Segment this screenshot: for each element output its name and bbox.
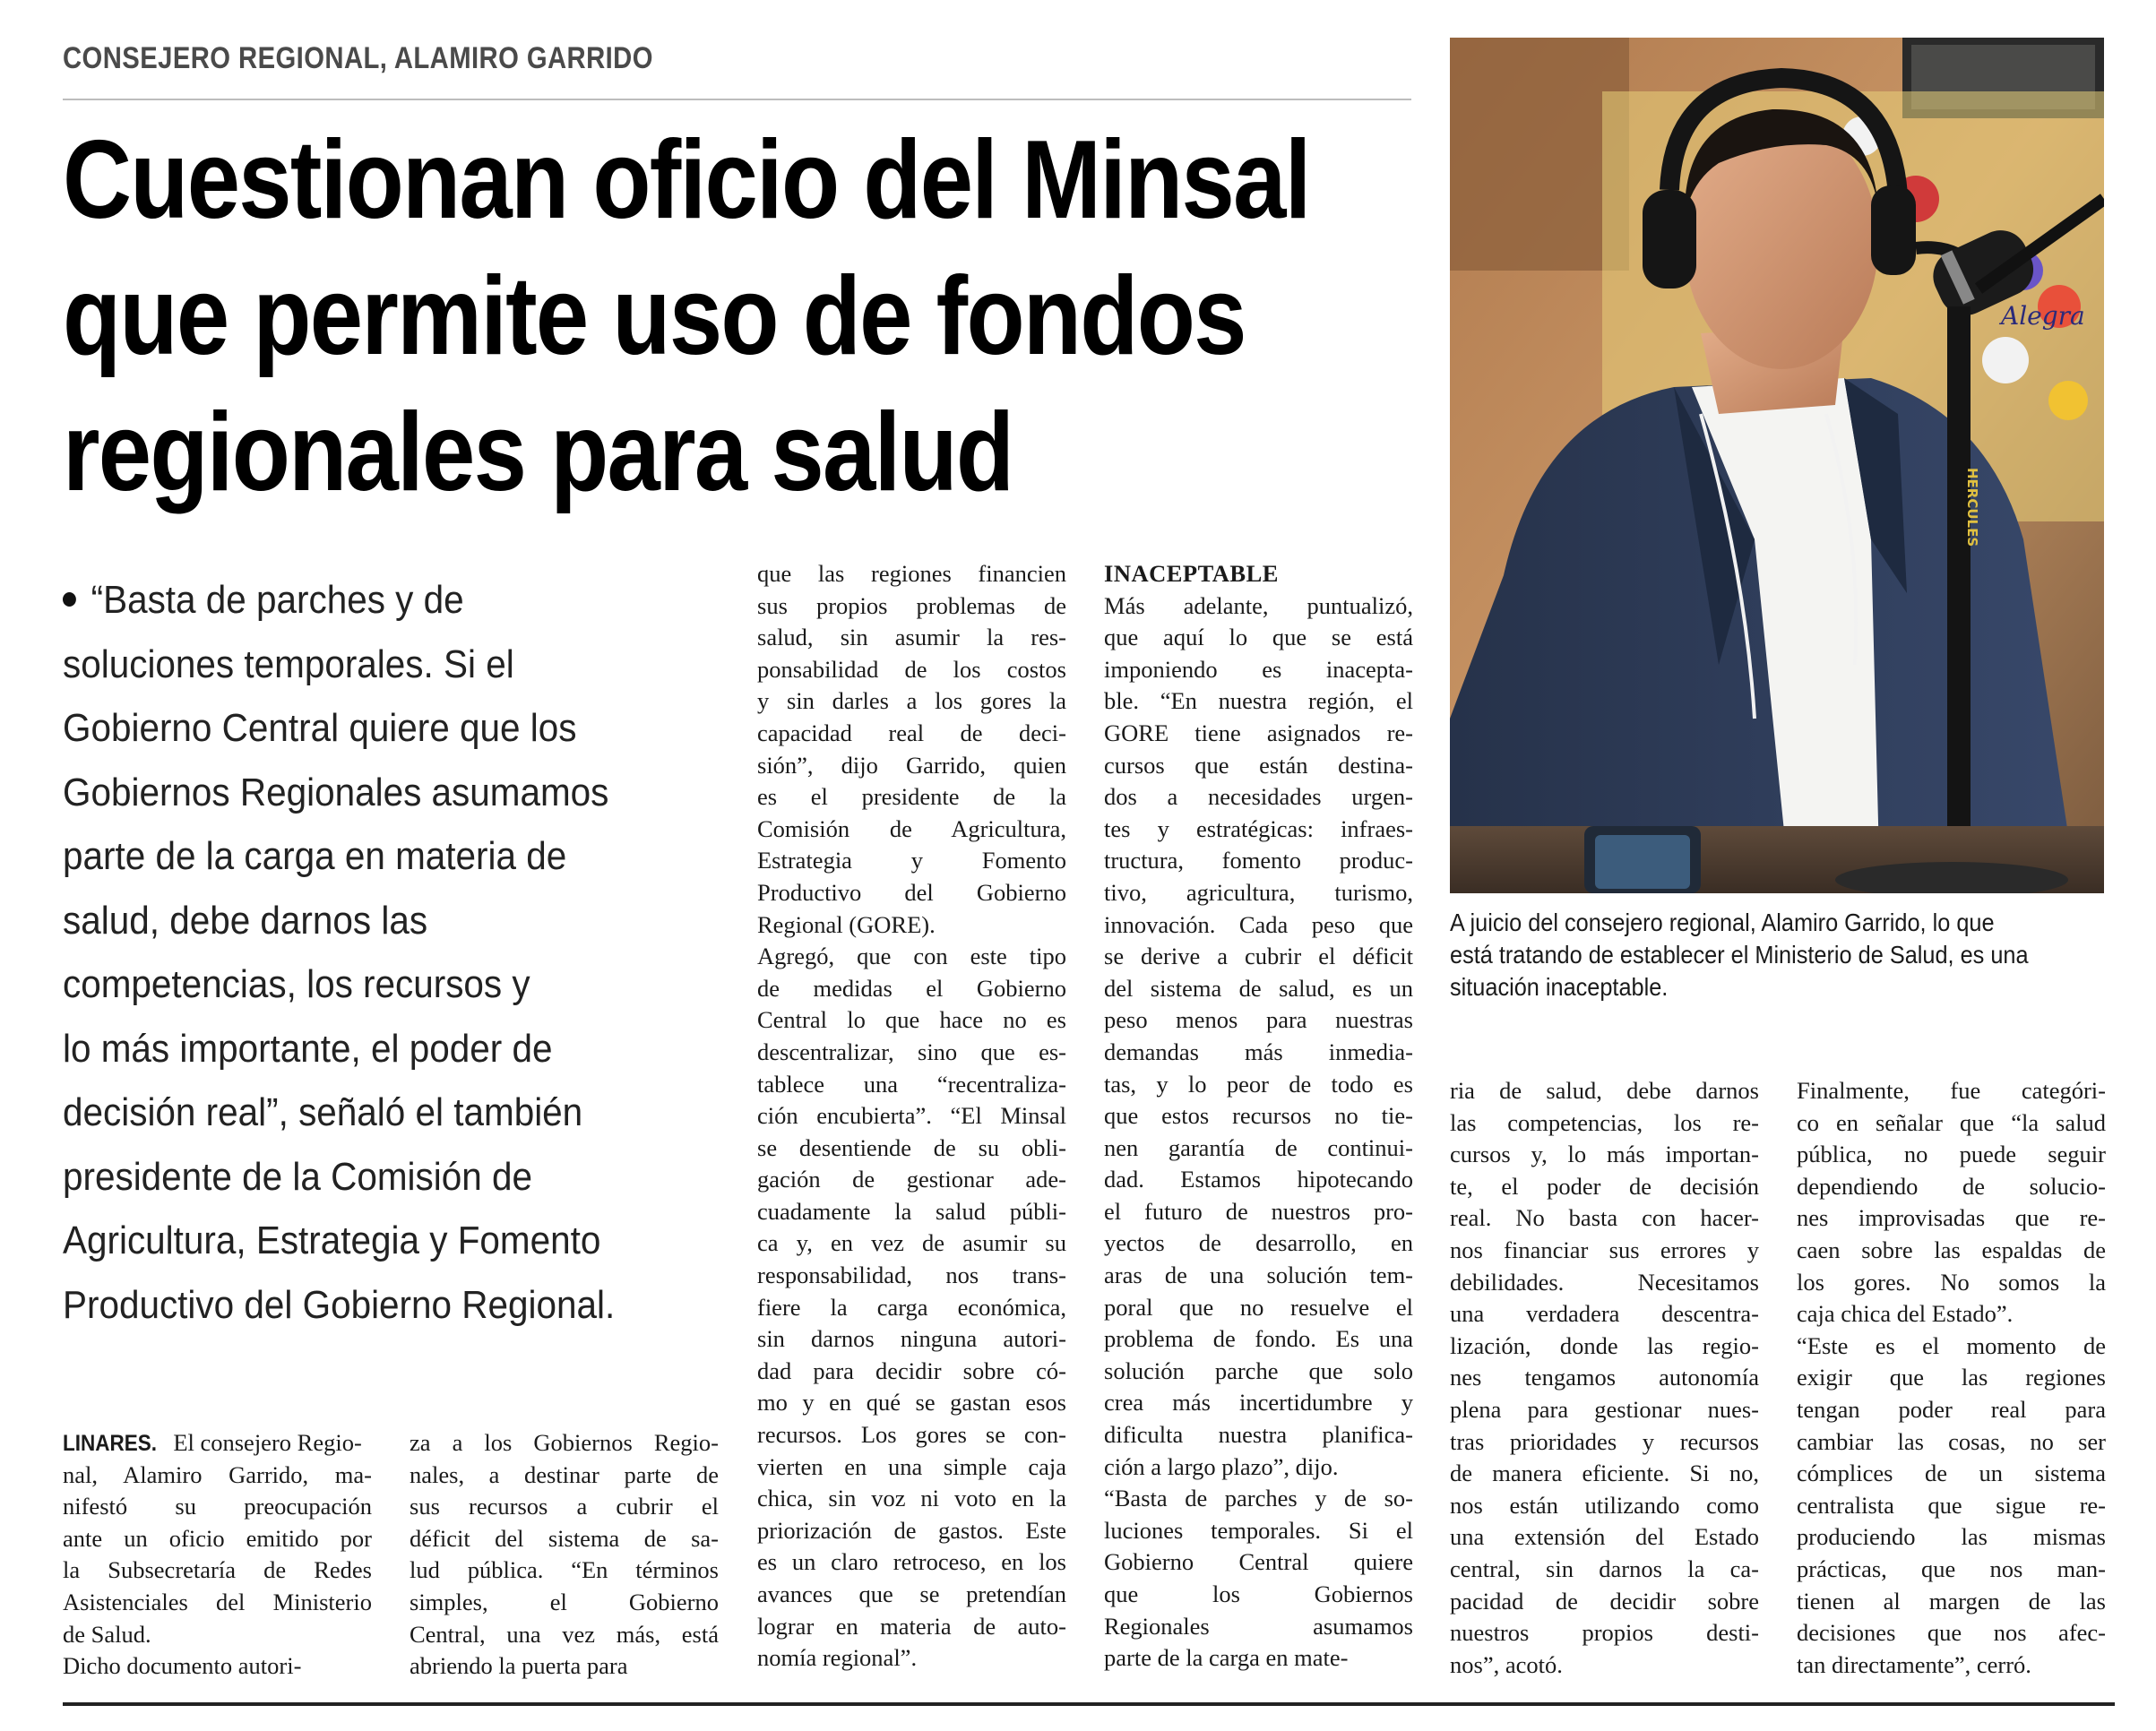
column-line: fiere la carga económica, [757,1293,1066,1321]
bottom-rule [63,1702,2115,1706]
sign-badge [1982,337,2029,383]
lead-line: Gobiernos Regionales asumamos [63,771,609,814]
lead-line: presidente de la Comisión de [63,1155,532,1199]
column-line: pacidad de decidir sobre [1450,1587,1759,1615]
sign-text: Alegra [2001,301,2085,331]
column-line: tan directamente”, cerró. [1797,1650,2031,1678]
column-line: imponiendo es inacepta- [1104,655,1413,683]
column-line: nen garantía de continui- [1104,1133,1413,1161]
column-line: nes improvisadas que re- [1797,1204,2106,1232]
column-line: de Salud. [63,1620,151,1648]
column-line: innovación. Cada peso que [1104,910,1413,938]
kicker: CONSEJERO REGIONAL, ALAMIRO GARRIDO [63,41,653,75]
column-line: aras de una solución tem- [1104,1262,1413,1289]
caption-line: A juicio del consejero regional, Alamiro Garrido, lo que [1450,909,1995,936]
column-line: una verdadera descentra- [1450,1300,1759,1328]
column-line: los gores. No somos la [1797,1268,2106,1296]
column-line: tengan poder real para [1797,1395,2106,1423]
column-line: cuadamente la salud públi- [757,1197,1066,1225]
column-line: za a los Gobiernos Regio- [410,1429,719,1456]
column-line: vierten en una simple caja [757,1452,1066,1480]
column-line-text: El consejero Regio- [167,1429,362,1456]
section-subhead: INACEPTABLE [1104,560,1279,587]
bullet-icon [63,592,76,607]
column-line: tes y estratégicas: infraes- [1104,814,1413,842]
lead-line: soluciones temporales. Si el [63,642,514,686]
lead-line: competencias, los recursos y [63,963,530,1006]
column-line: que las regiones financien [757,560,1066,587]
column-line: Regionales asumamos [1104,1612,1413,1640]
column-line: tas, y lo peor de todo es [1104,1070,1413,1098]
column-line: y sin darles a los gores la [757,687,1066,715]
column-line: exigir que las regiones [1797,1364,2106,1391]
column-line: yectos de desarrollo, en [1104,1229,1413,1257]
column-line: capacidad real de deci- [757,719,1066,746]
column-line: Productivo del Gobierno [757,878,1066,906]
column-line: descentralizar, sino que es- [757,1038,1066,1065]
column-line: Dicho documento autori- [63,1652,302,1680]
column-line [63,1427,372,1460]
column-line: nos financiar sus errores y [1450,1236,1759,1263]
column-line: nal, Alamiro Garrido, ma- [63,1460,372,1488]
column-line: produciendo las mismas [1797,1523,2106,1551]
column-line: Agregó, que con este tipo [757,943,1066,970]
column-line: tivo, agricultura, turismo, [1104,878,1413,906]
lead-line: parte de la carga en materia de [63,835,567,878]
column-line: avances que se pretendían [757,1580,1066,1607]
column-line: prácticas, que nos man- [1797,1554,2106,1582]
column-line: Estrategia y Fomento [757,847,1066,874]
column-line: Más adelante, puntualizó, [1104,591,1413,619]
column-line: que los Gobiernos [1104,1580,1413,1607]
column-line: dad. Estamos hipotecando [1104,1166,1413,1193]
column-line: lización, donde las regio- [1450,1331,1759,1359]
column-line: chica, sin voz ni voto en la [757,1485,1066,1512]
column-line: Central, una vez más, está [410,1620,719,1648]
headline-line: regionales para salud [63,391,1013,514]
article-photo [1450,38,2104,893]
column-line: Comisión de Agricultura, [757,814,1066,842]
column-line: caja chica del Estado”. [1797,1300,2014,1328]
column-line: demandas más inmedia- [1104,1038,1413,1065]
lead-line: Gobierno Central quiere que los [63,707,577,750]
column-line: sus recursos a cubrir el [410,1493,719,1520]
column-line: nos están utilizando como [1450,1491,1759,1519]
column-line: centralista que sigue re- [1797,1491,2106,1519]
column-line: sus propios problemas de [757,591,1066,619]
column-line: cursos que están destina- [1104,751,1413,779]
column-line: nes tengamos autonomía [1450,1364,1759,1391]
column-line: dificulta nuestra planifica- [1104,1421,1413,1449]
column-line: es el presidente de la [757,783,1066,811]
column-line: la Subsecretaría de Redes [63,1556,372,1584]
column-line: dependiendo de solucio- [1797,1172,2106,1200]
column-line: ponsabilidad de los costos [757,655,1066,683]
column-line: Finalmente, fue categóri- [1797,1077,2106,1104]
column-line: de manera eficiente. Si no, [1450,1460,1759,1487]
column-line: que estos recursos no tie- [1104,1102,1413,1130]
column-line: recursos. Los gores se con- [757,1421,1066,1449]
column-line: sin darnos ninguna autori- [757,1325,1066,1353]
column-line: nales, a destinar parte de [410,1460,719,1488]
dateline: LINARES. [63,1431,158,1456]
column-line: Gobierno Central quiere [1104,1548,1413,1576]
column-line: co en señalar que “la salud [1797,1108,2106,1136]
column-line: te, el poder de decisión [1450,1172,1759,1200]
column-line: poral que no resuelve el [1104,1293,1413,1321]
column-line: real. No basta con hacer- [1450,1204,1759,1232]
column-line: solución parche que solo [1104,1356,1413,1384]
kicker-rule [63,99,1411,100]
lead-paragraph [63,569,717,1338]
body-column-6 [1797,1075,2106,1681]
column-line: ción encubierta”. “El Minsal [757,1102,1066,1130]
column-line: debilidades. Necesitamos [1450,1268,1759,1296]
caption-line: situación inaceptable. [1450,973,1669,1001]
column-line: Asistenciales del Ministerio [63,1588,372,1615]
mic-brand-label: HERCULES [1964,468,1980,547]
column-line: GORE tiene asignados re- [1104,719,1413,746]
headphones-right-cup [1871,185,1916,275]
column-line: tablece una “recentraliza- [757,1070,1066,1098]
column-line: tras prioridades y recursos [1450,1427,1759,1455]
column-line: nifestó su preocupación [63,1493,372,1520]
lead-line: decisión real”, señaló el también [63,1091,583,1134]
lead-line [63,569,671,633]
headline-line: Cuestionan oficio del Minsal [63,118,1310,242]
column-line: “Este es el momento de [1797,1331,2106,1359]
mobile-phone-screen [1595,835,1690,889]
column-line: lud pública. “En términos [410,1556,719,1584]
column-line: peso menos para nuestras [1104,1006,1413,1034]
column-line: problema de fondo. Es una [1104,1325,1413,1353]
column-line: crea más incertidumbre y [1104,1389,1413,1417]
column-line: luciones temporales. Si el [1104,1516,1413,1544]
column-line: caen sobre las espaldas de [1797,1236,2106,1263]
column-line: cómplices de un sistema [1797,1460,2106,1487]
column-line: nuestros propios desti- [1450,1619,1759,1647]
column-line: dad para decidir sobre có- [757,1356,1066,1384]
radio-studio-illustration [1450,38,2104,893]
headphones-left-cup [1643,190,1696,288]
column-line: cambiar las cosas, no ser [1797,1427,2106,1455]
sign-badge [2048,381,2088,420]
lead-text: “Basta de parches y de [91,579,464,622]
column-line: mo y en qué se gastan esos [757,1389,1066,1417]
body-column-4 [1104,558,1413,1675]
column-line: salud, sin asumir la res- [757,624,1066,651]
headline-line: que permite uso de fondos [63,254,1246,378]
lead-line: Productivo del Gobierno Regional. [63,1283,616,1327]
column-line: simples, el Gobierno [410,1588,719,1615]
body-column-5 [1450,1075,1759,1681]
column-line: ca y, en vez de asumir su [757,1229,1066,1257]
lead-line: salud, debe darnos las [63,899,428,943]
column-line: tienen al margen de las [1797,1587,2106,1615]
column-line: una extensión del Estado [1450,1523,1759,1551]
body-column-3 [757,558,1066,1675]
column-line: del sistema de salud, es un [1104,974,1413,1002]
caption-line: está tratando de establecer el Ministerio de Salud, es una [1450,941,2029,969]
column-line: cursos y, lo más importan- [1450,1141,1759,1168]
column-line: nomía regional”. [757,1644,918,1672]
column-line: ble. “En nuestra región, el [1104,687,1413,715]
column-line: se desentiende de su obli- [757,1133,1066,1161]
column-line: se derive a cubrir el déficit [1104,943,1413,970]
headline [63,112,1461,521]
column-line: tructura, fomento produc- [1104,847,1413,874]
column-line: ción a largo plazo”, dijo. [1104,1452,1339,1480]
column-line: decisiones que nos afec- [1797,1619,2106,1647]
body-column-2 [410,1427,719,1683]
column-line: ria de salud, debe darnos [1450,1077,1759,1104]
photo-caption [1450,907,2104,1003]
column-line: Central lo que hace no es [757,1006,1066,1034]
mic-stand [1947,306,1971,893]
column-line: “Basta de parches y de so- [1104,1485,1413,1512]
column-line: responsabilidad, nos trans- [757,1262,1066,1289]
column-line: es un claro retroceso, en los [757,1548,1066,1576]
column-line: plena para gestionar nues- [1450,1395,1759,1423]
column-line: ante un oficio emitido por [63,1524,372,1552]
lead-line: lo más importante, el poder de [63,1027,553,1071]
column-line: parte de la carga en mate- [1104,1644,1349,1672]
body-column-1 [63,1427,372,1683]
column-line: el futuro de nuestros pro- [1104,1197,1413,1225]
column-line: priorización de gastos. Este [757,1516,1066,1544]
column-line: central, sin darnos la ca- [1450,1554,1759,1582]
column-line: nos”, acotó. [1450,1650,1563,1678]
column-line: sión”, dijo Garrido, quien [757,751,1066,779]
column-line: pública, no puede seguir [1797,1141,2106,1168]
column-line: Regional (GORE). [757,910,936,938]
column-line: que aquí lo que se está [1104,624,1413,651]
column-line: déficit del sistema de sa- [410,1524,719,1552]
column-line: gación de gestionar ade- [757,1166,1066,1193]
lead-line: Agricultura, Estrategia y Fomento [63,1219,601,1262]
column-line: dos a necesidades urgen- [1104,783,1413,811]
column-line: las competencias, los re- [1450,1108,1759,1136]
column-line: abriendo la puerta para [410,1652,628,1680]
column-line: de medidas el Gobierno [757,974,1066,1002]
column-line: lograr en materia de auto- [757,1612,1066,1640]
